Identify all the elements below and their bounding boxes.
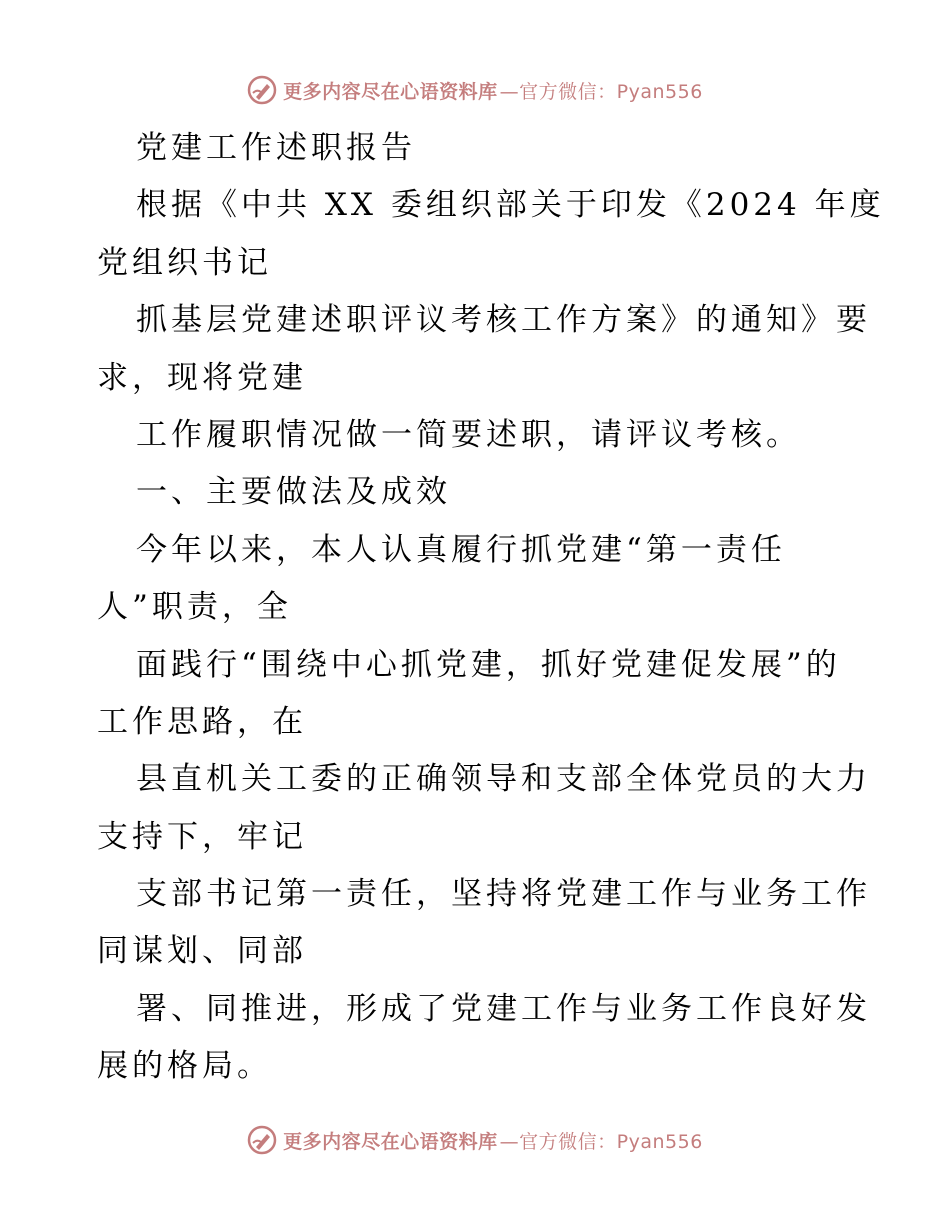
doc-line: 工作思路，在	[97, 703, 307, 740]
doc-line: 署、同推进，形成了党建工作与业务工作良好发	[136, 990, 871, 1027]
doc-line: 抓基层党建述职评议考核工作方案》的通知》要	[136, 302, 871, 339]
doc-line: 工作履职情况做一简要述职，请评议考核。	[136, 416, 801, 453]
doc-line: 面践行“围绕中心抓党建，抓好党建促发展”的	[136, 646, 841, 683]
section-heading: 一、主要做法及成效	[136, 474, 451, 511]
banner-contact-text: —官方微信：Pyan556	[499, 80, 703, 103]
footer-watermark-banner	[0, 1120, 950, 1160]
doc-line: 支部书记第一责任，坚持将党建工作与业务工作	[136, 876, 871, 913]
doc-line: 支持下，牢记	[97, 818, 307, 855]
doc-line: 今年以来，本人认真履行抓党建“第一责任	[136, 531, 786, 568]
banner-main-text: 更多内容尽在心语资料库	[283, 1130, 498, 1153]
doc-line: 党组织书记	[97, 244, 272, 281]
doc-title: 党建工作述职报告	[136, 130, 416, 166]
pen-logo-icon	[247, 75, 277, 105]
doc-line: 展的格局。	[97, 1048, 272, 1085]
pen-logo-icon	[247, 1125, 277, 1155]
document-body	[97, 120, 885, 1096]
doc-line: 人”职责，全	[97, 589, 292, 626]
doc-line: 县直机关工委的正确领导和支部全体党员的大力	[136, 761, 871, 798]
banner-main-text: 更多内容尽在心语资料库	[283, 80, 498, 103]
banner-contact-text: —官方微信：Pyan556	[499, 1130, 703, 1153]
doc-line: 求，现将党建	[97, 359, 307, 396]
doc-line: 根据《中共 XX 委组织部关于印发《2024 年度	[136, 187, 885, 224]
doc-line: 同谋划、同部	[97, 933, 307, 970]
header-watermark-banner	[0, 70, 950, 110]
